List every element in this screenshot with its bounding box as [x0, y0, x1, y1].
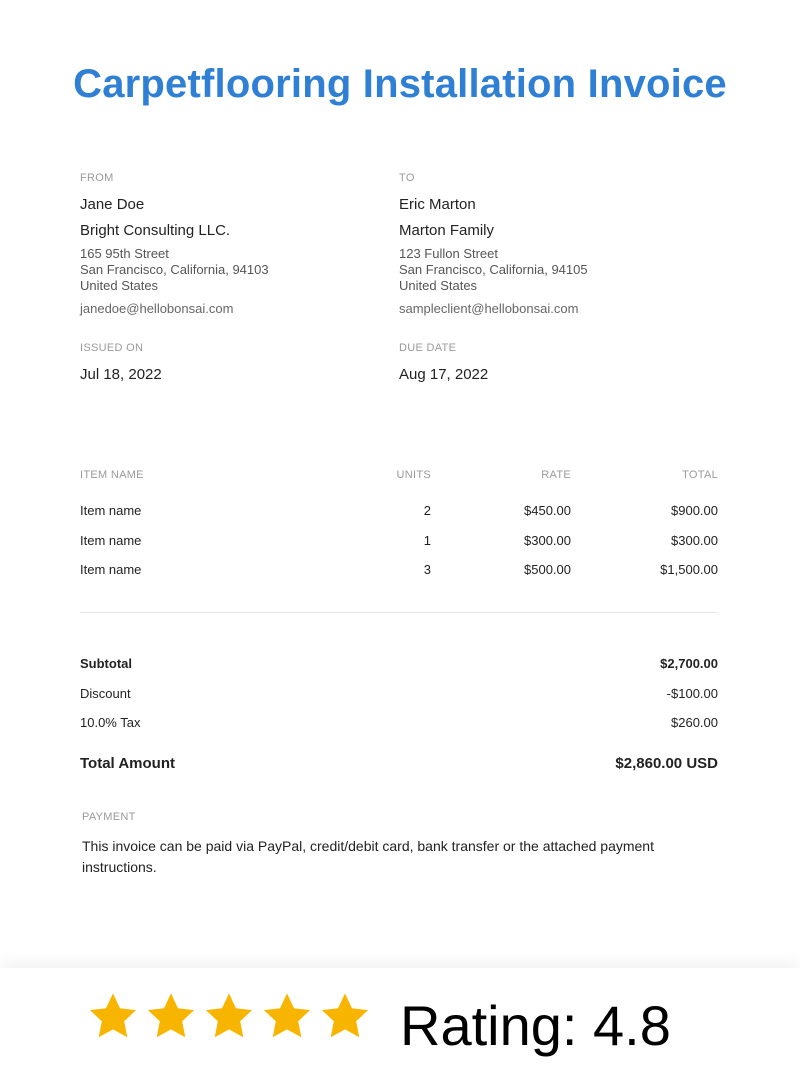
- star-icon: [86, 990, 140, 1044]
- issued-label: ISSUED ON: [80, 342, 144, 354]
- header-rate: RATE: [541, 469, 571, 481]
- table-row: [80, 533, 718, 553]
- row-total: $1,500.00: [660, 562, 718, 577]
- from-address-line1: 165 95th Street: [80, 246, 169, 261]
- tax-value: $260.00: [671, 715, 718, 730]
- from-address-line2: San Francisco, California, 94103: [80, 262, 269, 277]
- table-row: [80, 562, 718, 582]
- header-units: UNITS: [396, 469, 431, 481]
- star-rating: [86, 990, 372, 1054]
- subtotal-value: $2,700.00: [660, 656, 718, 671]
- from-section: [80, 172, 380, 316]
- total-label: Total Amount: [80, 755, 175, 772]
- due-label: DUE DATE: [399, 342, 457, 354]
- to-label: TO: [399, 172, 415, 184]
- from-address-line3: United States: [80, 278, 159, 293]
- to-section: [399, 172, 699, 316]
- row-rate: $300.00: [524, 533, 571, 548]
- row-units: 1: [423, 533, 431, 548]
- rating-text: Rating: 4.8: [400, 994, 671, 1057]
- invoice-title: Carpetflooring Installation Invoice: [73, 62, 727, 106]
- payment-text: This invoice can be paid via PayPal, credit/debit card, bank transfer or the attached payment instructions.: [82, 838, 654, 875]
- to-address-line1: 123 Fullon Street: [399, 246, 499, 261]
- issued-date: Jul 18, 2022: [80, 366, 162, 383]
- from-address: [80, 246, 380, 294]
- star-icon: [144, 990, 198, 1044]
- to-address-line2: San Francisco, California, 94105: [399, 262, 588, 277]
- table-row: [80, 503, 718, 523]
- row-item-name: Item name: [80, 533, 142, 548]
- subtotal-label: Subtotal: [80, 656, 132, 671]
- from-label: FROM: [80, 172, 114, 184]
- to-address: [399, 246, 699, 294]
- from-name: Jane Doe: [80, 196, 145, 213]
- row-item-name: Item name: [80, 503, 142, 518]
- row-total: $900.00: [671, 503, 718, 518]
- to-address-line3: United States: [399, 278, 478, 293]
- header-item-name: ITEM NAME: [80, 469, 144, 481]
- row-units: 2: [423, 503, 431, 518]
- star-icon: [260, 990, 314, 1044]
- total-value: $2,860.00 USD: [615, 755, 718, 772]
- row-total: $300.00: [671, 533, 718, 548]
- star-icon: [202, 990, 256, 1044]
- discount-label: Discount: [80, 686, 131, 701]
- issued-section: [80, 342, 380, 383]
- discount-value: -$100.00: [666, 686, 718, 701]
- payment-label: PAYMENT: [82, 811, 136, 823]
- to-company: Marton Family: [399, 222, 495, 239]
- row-rate: $450.00: [524, 503, 571, 518]
- header-total: TOTAL: [682, 469, 718, 481]
- star-icon: [318, 990, 372, 1044]
- table-divider: [80, 612, 718, 613]
- row-units: 3: [423, 562, 431, 577]
- due-section: [399, 342, 699, 383]
- to-name: Eric Marton: [399, 196, 476, 213]
- due-date: Aug 17, 2022: [399, 366, 489, 383]
- from-email[interactable]: janedoe@hellobonsai.com: [80, 301, 234, 316]
- from-company: Bright Consulting LLC.: [80, 222, 231, 239]
- row-item-name: Item name: [80, 562, 142, 577]
- to-email[interactable]: sampleclient@hellobonsai.com: [399, 301, 579, 316]
- row-rate: $500.00: [524, 562, 571, 577]
- tax-label: 10.0% Tax: [80, 715, 141, 730]
